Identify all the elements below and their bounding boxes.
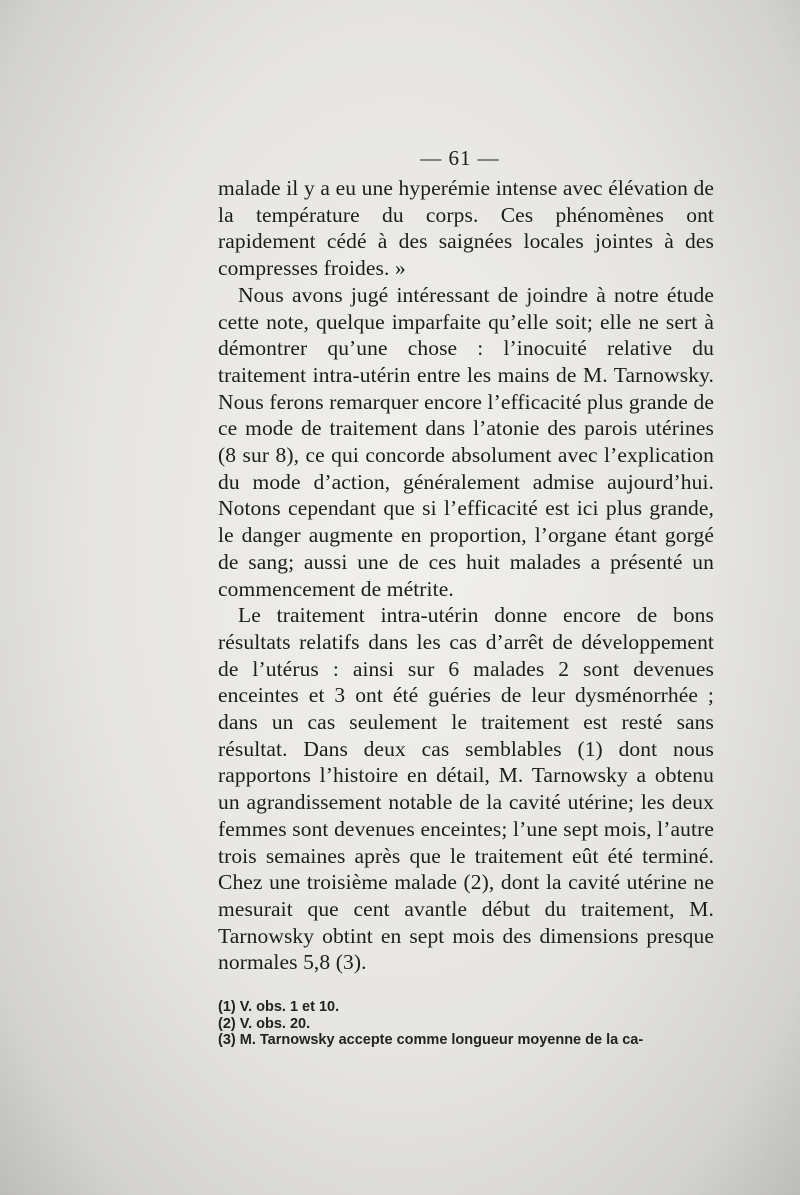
footnotes	[218, 999, 718, 1049]
footnote-text: V. obs. 20.	[239, 1015, 311, 1032]
paragraph-1: malade il y a eu une hyperémie intense avec élévation de la température du corps. Ces phénomènes ont rapidement cédé à des saignées locales jointes à des compresses froides. »	[218, 176, 714, 281]
paragraph-2: Nous avons jugé intéressant de joindre à notre étude cette note, quelque imparfaite qu’elle soit; elle ne sert à démontrer qu’une chose : l’inocuité relative du traitement intra-utérin entre les mains de M. Tarnowsky. Nous ferons remarquer encore l’efficacité plus grande de ce mode de traitement dans l’atonie des parois utérines (8 sur 8), ce qui concorde absolument avec l’explication du mode d’action, généralement admise aujourd’hui. Notons cependant que si l’efficacité est ici plus grande, le danger augmente en proportion, l’organe étant gorgé de sang; aussi une de ces huit malades a présenté un commencement de métrite.	[218, 282, 714, 601]
footnote-text: M. Tarnowsky accepte comme longueur moyenne de la ca-	[239, 1032, 644, 1048]
paragraph-3: Le traitement intra-utérin donne encore de bons résultats relatifs dans les cas d’arrêt de développement de l’utérus : ainsi sur 6 malades 2 sont devenues enceintes et 3 ont été guéries de leur dysménorrhée ; dans un cas seulement le traitement est resté sans résultat. Dans deux cas semblables (1) dont nous rapportons l’histoire en détail, M. Tarnowsky a obtenu un agrandissement notable de la cavité utérine; les deux femmes sont devenues enceintes; l’une sept mois, l’autre trois semaines après que le traitement eût été terminé. Chez une troisième malade (2), dont la cavité utérine ne mesurait que cent avantle début du traitement, M. Tarnowsky obtint en sept mois des dimensions presque normales 5,8 (3).	[218, 603, 714, 975]
footnote-ref: (3)	[218, 1032, 236, 1048]
footnote-3	[218, 1032, 718, 1049]
footnote-text: V. obs. 1 et 10.	[239, 999, 340, 1015]
footnote-2	[218, 1016, 718, 1033]
body-text	[218, 175, 714, 976]
footnote-1	[218, 999, 718, 1016]
footnote-ref: (2)	[218, 1015, 236, 1032]
footnote-ref: (1)	[218, 999, 236, 1015]
page-number: — 61 —	[420, 146, 500, 170]
